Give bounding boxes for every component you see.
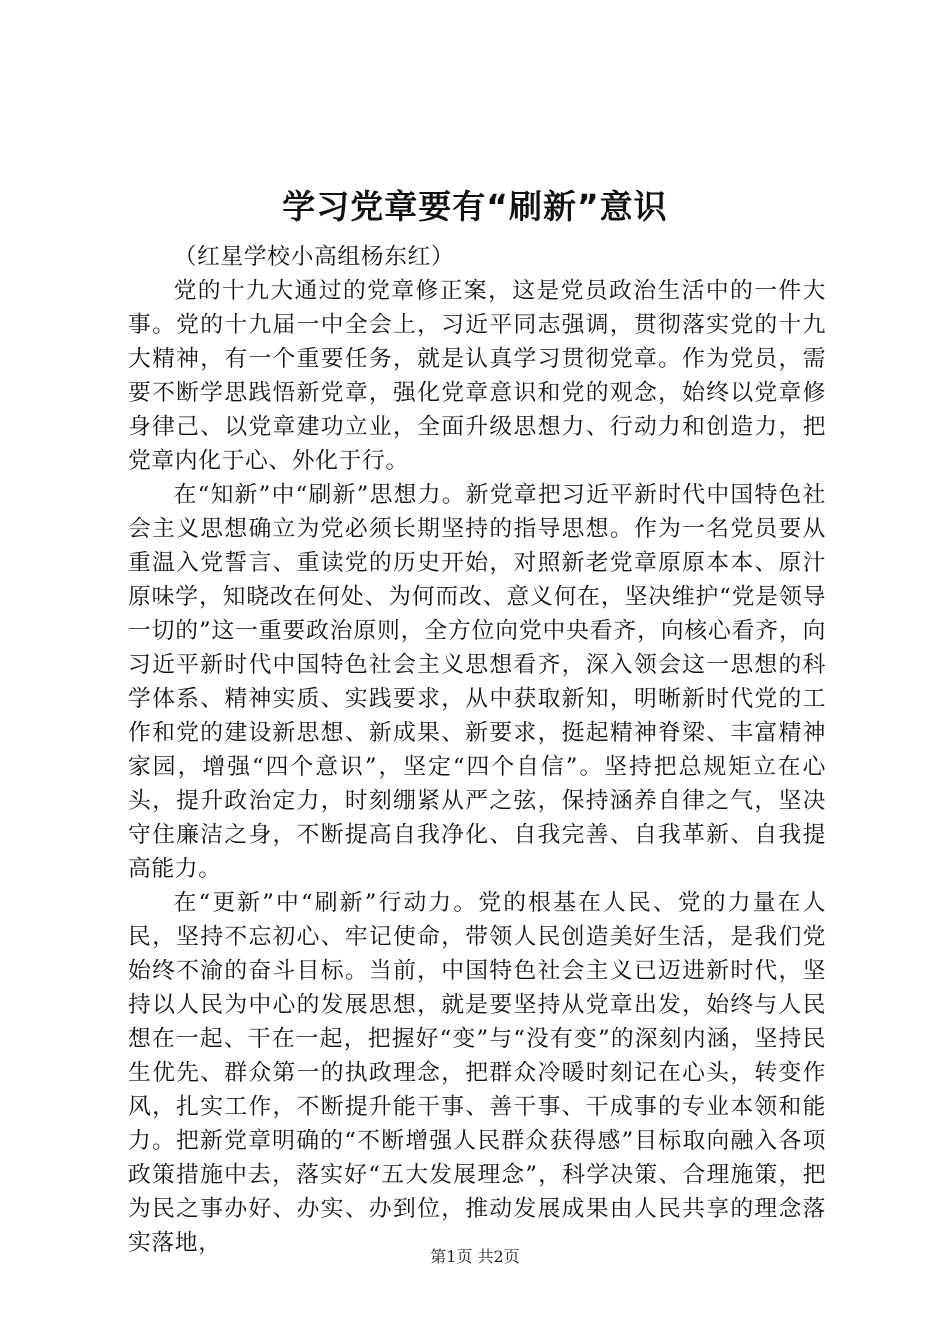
paragraph-intro: 党的十九大通过的党章修正案，这是党员政治生活中的一件大事。党的十九届一中全会上，习近平同志强调，贯彻落实党的十九大精神，有一个重要任务，就是认真学习贯彻党章。作为党员，需要不断学思践悟新党章，强化党章意识和党的观念，始终以党章修身律己、以党章建功立业，全面升级思想力、行动力和创造力，把党章内化于心、外化于行。 — [128, 278, 826, 474]
page-footer: 第1页 共2页 — [430, 1247, 520, 1266]
document-body — [128, 240, 826, 1260]
document-title: 学习党章要有“刷新”意识 — [282, 187, 668, 226]
paragraph-action: 在“更新”中“刷新”行动力。党的根基在人民、党的力量在人民，坚持不忘初心、牢记使命，带领人民创造美好生活，是我们党始终不渝的奋斗目标。当前，中国特色社会主义已迈进新时代，坚持以人民为中心的发展思想，就是要坚持从党章出发，始终与人民想在一起、干在一起，把握好“变”与“没有变”的深刻内涵，坚持民生优先、群众第一的执政理念，把群众冷暖时刻记在心头，转变作风，扎实工作，不断提升能干事、善干事、干成事的专业本领和能力。把新党章明确的“不断增强人民群众获得感”目标取向融入各项政策措施中去，落实好“五大发展理念”，科学决策、合理施策，把为民之事办好、办实、办到位，推动发展成果由人民共享的理念落实落地， — [128, 890, 826, 1256]
paragraph-thinking: 在“知新”中“刷新”思想力。新党章把习近平新时代中国特色社会主义思想确立为党必须长期坚持的指导思想。作为一名党员要从重温入党誓言、重读党的历史开始，对照新老党章原原本本、原汁原味学，知晓改在何处、为何而改、意义何在，坚决维护“党是领导一切的”这一重要政治原则，全方位向党中央看齐，向核心看齐，向习近平新时代中国特色社会主义思想看齐，深入领会这一思想的科学体系、精神实质、实践要求，从中获取新知，明晰新时代党的工作和党的建设新思想、新成果、新要求，挺起精神脊梁、丰富精神家园，增强“四个意识”，坚定“四个自信”。坚持把总规矩立在心头，提升政治定力，时刻绷紧从严之弦，保持涵养自律之气，坚决守住廉洁之身，不断提高自我净化、自我完善、自我革新、自我提高能力。 — [128, 482, 826, 882]
author-line: （红星学校小高组杨东红） — [173, 244, 455, 270]
